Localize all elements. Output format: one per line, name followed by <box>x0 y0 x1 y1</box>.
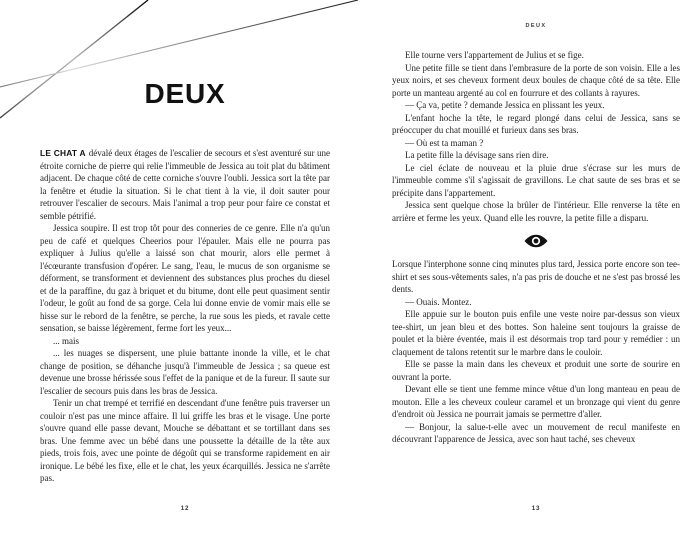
paragraph: Devant elle se tient une femme mince vêtue d'un long manteau en peau de mouton. Elle a les cheveux couleur caramel et un bronzage qui vient du genre d'endroit où Jessica ne pourrait jamais se permettre d'aller. <box>392 384 680 419</box>
paragraph: Le ciel éclate de nouveau et la pluie drue s'écrase sur les murs de l'immeuble comme s'il s'agissait de gravillons. Le chat saute de ses bras et se précipite dans l'appartement. <box>392 162 680 198</box>
chapter-title: DEUX <box>144 78 226 109</box>
paragraph-text: dévalé deux étages de l'escalier de secours et s'est aventuré sur une étroite corniche de pierre qui relie l'immeuble de Jessica au toit plat du bâtiment adjacent. De chaque côté de cette corniche s'ouvre l'oubli. Jessica sort la tête par la fenêtre et étudie la situation. Si le chat tient à la vie, il doit sauter pour retrouver l'escalier de secours. Mais l'animal a trop peur pour faire ce constat et semble pétrifié. <box>40 148 330 221</box>
paragraph: Jessica sent quelque chose la brûler de l'intérieur. Elle renverse la tête en arrière et ferme les yeux. Quand elle les rouvre, la petite fille a disparu. <box>392 200 680 223</box>
paragraph <box>40 147 330 222</box>
paragraph: — Où est ta maman ? <box>405 137 484 148</box>
left-page-body <box>40 147 330 485</box>
chapter-opener-lead-in: LE CHAT A <box>40 148 86 158</box>
paragraph: Une petite fille se tient dans l'embrasure de la porte de son voisin. Elle a les yeux noirs, et ses cheveux forment deux boules de chaque côté de sa tête. Elle porte un manteau argenté au col en fourrure et des collants à rayures. <box>392 62 680 98</box>
page-right <box>392 0 680 538</box>
paragraph: — Ça va, petite ? demande Jessica en plissant les yeux. <box>405 100 605 110</box>
page-number-right: 13 <box>531 505 541 512</box>
paragraph: — Ouais. Montez. <box>405 296 472 307</box>
paragraph: Jessica soupire. Il est trop tôt pour des conneries de ce genre. Elle n'a qu'un peu de café et quelques Cheerios pour l'épauler. Mais elle ne pourra pas expliquer à Julius qu'elle a laissé son chat mourir, alors elle permet à l'écœurante transfusion d'opérer. Le sang, l'eau, le mucus de son organisme se déforment, se transforment et deviennent des substances plus proches du diesel et de la paraffine, du gaz à briquet et du bitume, dont elle peut quasiment sentir l'odeur, le goût au fond de sa gorge. Cela lui donne envie de vomir mais elle se hisse sur le rebord de la fenêtre, se perche, la rue sous les pieds, et ravale cette sensation, se baisse légèrement, ferme fort les yeux... <box>40 223 330 333</box>
running-header: DEUX <box>525 23 547 29</box>
paragraph: La petite fille la dévisage sans rien dire. <box>405 150 549 160</box>
eye-icon <box>524 234 548 248</box>
paragraph: ... les nuages se dispersent, une pluie battante inonde la ville, et le chat change de position, se déhanche jusqu'à l'immeuble de Jessica ; sa queue est devenue une brosse hérissée sous l'effet de la panique et de la fureur. Il saute sur l'escalier de secours puis dans les bras de Jessica. <box>40 348 330 396</box>
page-number-left: 12 <box>180 505 190 512</box>
paragraph: Elle appuie sur le bouton puis enfile une veste noire par-dessus son vieux tee-shirt, un jean bleu et des bottes. Son haleine sent toujours la graisse de poulet et la bière éventée, mais il est désormais trop tard pour y remédier : un claquement de talons retentit sur le marbre dans le couloir. <box>392 309 680 357</box>
page-left <box>40 0 330 538</box>
paragraph: Elle se passe la main dans les cheveux et produit une sorte de sourire en ouvrant la porte. <box>392 359 680 382</box>
paragraph: L'enfant hoche la tête, le regard plongé dans celui de Jessica, sans se préoccuper du chat mouillé et furieux dans ses bras. <box>392 112 680 135</box>
section-divider <box>392 224 680 258</box>
right-page-body <box>392 49 680 446</box>
paragraph: Lorsque l'interphone sonne cinq minutes plus tard, Jessica porte encore son tee-shirt et ses sous-vêtements sales, n'a pas pris de douche et ne s'est pas brossé les dents. <box>392 259 680 294</box>
paragraph: Elle tourne vers l'appartement de Julius et se fige. <box>405 50 584 60</box>
paragraph: ... mais <box>53 335 79 346</box>
paragraph: Tenir un chat trempé et terrifié en descendant d'une fenêtre puis traverser un couloir n'est pas une mince affaire. Il lui griffe les bras et le visage. Une porte s'ouvre quand elle passe devant, Mouche se débattant et se tortillant dans ses bras. Une femme avec un bébé dans une poussette la détaille de la tête aux pieds, trois fois, avec une pointe de dégoût qui se transforme rapidement en air ironique. Le bébé les fixe, elle et le chat, les yeux écarquillés. Jessica ne s'arrête pas. <box>40 398 330 483</box>
paragraph: — Bonjour, la salue-t-elle avec un mouvement de recul manifeste en découvrant l'apparence de Jessica, avec son haut taché, ses cheveux <box>392 421 680 444</box>
